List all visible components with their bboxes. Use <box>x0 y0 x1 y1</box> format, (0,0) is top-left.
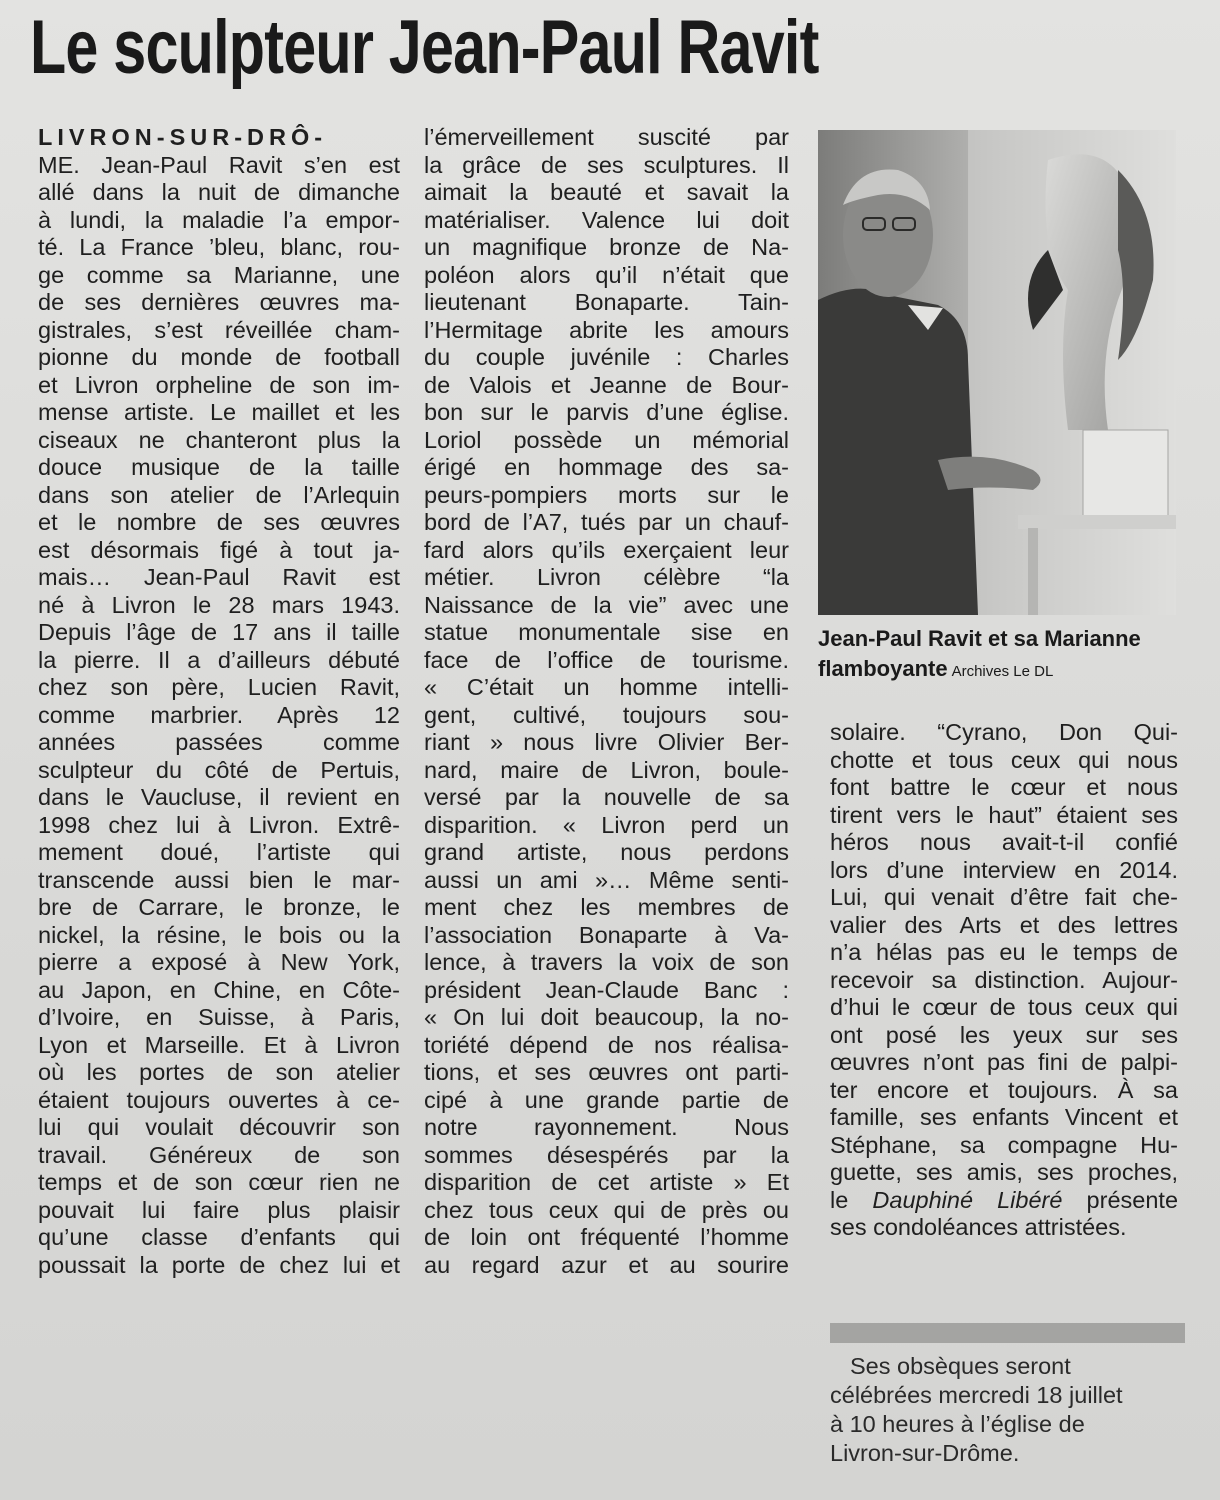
col1-line: pierre a exposé à New York, <box>38 949 400 975</box>
col2-line: « C’était un homme intelli- <box>424 674 789 700</box>
col2-line: du couple juvénile : Charles <box>424 344 789 370</box>
col2-line: poléon alors qu’il n’était que <box>424 261 789 288</box>
col1-line: transcende aussi bien le mar- <box>38 866 400 893</box>
col1-line: ME. Jean-Paul Ravit s’en est <box>38 151 400 178</box>
col1-line: qu’une classe d’enfants qui <box>38 1224 400 1250</box>
col1-line: douce musique de la taille <box>38 454 400 480</box>
notice-line: à 10 heures à l’église de <box>830 1411 1085 1437</box>
col2-line: la grâce de ses sculptures. Il <box>424 151 789 178</box>
col3-line: Lui, qui venait d’être fait che- <box>830 884 1178 910</box>
col1-line: té. La France ’bleu, blanc, rou- <box>38 234 400 260</box>
col1-line: et le nombre de ses œuvres <box>38 509 400 535</box>
tail-after: présente <box>1062 1186 1179 1213</box>
col2-line: de loin ont fréquenté l’homme <box>424 1224 789 1250</box>
col1-line: à lundi, la maladie l’a empor- <box>38 206 400 233</box>
col2-line: disparition de cet artiste » Et <box>424 1169 789 1195</box>
dateline: LIVRON-SUR-DRÔ- <box>38 124 328 150</box>
col2-line: lence, à travers la voix de son <box>424 949 789 975</box>
col2-line: aussi un ami »… Même senti- <box>424 866 789 893</box>
col3-line: guette, ses amis, ses proches, <box>830 1159 1178 1185</box>
col3-line: chotte et tous ceux qui nous <box>830 746 1178 773</box>
col1-line: dans son atelier de l’Arlequin <box>38 481 400 508</box>
col2-line: bord de l’A7, tués par un chauf- <box>424 509 789 535</box>
col1-line: ciseaux ne chanteront plus la <box>38 426 400 453</box>
column-3-newspaper-line <box>830 1187 1178 1215</box>
col1-line: pouvait lui faire plus plaisir <box>38 1196 400 1223</box>
notice-lines <box>830 1352 1175 1468</box>
caption-line-2: flamboyante <box>818 656 948 681</box>
col2-line: lieutenant Bonaparte. Tain- <box>424 289 789 315</box>
col3-line: héros nous avait-t-il confié <box>830 829 1178 855</box>
col1-line: la pierre. Il a d’ailleurs débuté <box>38 646 400 673</box>
col2-line: versé par la nouvelle de sa <box>424 784 789 810</box>
col2-line: chez tous ceux qui de près ou <box>424 1196 789 1223</box>
photo-caption <box>818 624 1188 687</box>
col3-line: ter encore et toujours. À sa <box>830 1076 1178 1103</box>
col1-line: d’Ivoire, en Suisse, à Paris, <box>38 1004 400 1030</box>
col2-line: disparition. « Livron perd un <box>424 811 789 838</box>
article-column-1 <box>38 124 400 1279</box>
col1-line: travail. Généreux de son <box>38 1141 400 1168</box>
col2-line: bon sur le parvis d’une église. <box>424 399 789 425</box>
article-column-2 <box>424 124 789 1279</box>
col2-line: grand artiste, nous perdons <box>424 839 789 865</box>
col2-line: au regard azur et au sourire <box>424 1251 789 1278</box>
col3-line: tirent vers le haut” étaient ses <box>830 801 1178 828</box>
col1-line: années passées comme <box>38 729 400 755</box>
col1-line: né à Livron le 28 mars 1943. <box>38 591 400 618</box>
col2-line: toriété dépend de nos réalisa- <box>424 1031 789 1058</box>
photo-credit: Archives Le DL <box>951 663 1054 680</box>
col3-line: recevoir sa distinction. Aujour- <box>830 966 1178 993</box>
newspaper-name: Dauphiné Libéré <box>872 1186 1063 1213</box>
col2-line: métier. Livron célèbre “la <box>424 564 789 590</box>
col1-line: étaient toujours ouvertes à ce- <box>38 1086 400 1113</box>
column-3-lines <box>830 719 1178 1187</box>
col2-line: riant » nous livre Olivier Ber- <box>424 729 789 755</box>
col1-line: au Japon, en Chine, en Côte- <box>38 976 400 1003</box>
col1-line: Lyon et Marseille. Et à Livron <box>38 1031 400 1058</box>
caption-line-1: Jean-Paul Ravit et sa Marianne <box>818 626 1141 651</box>
col2-line: nard, maire de Livron, boule- <box>424 756 789 783</box>
col2-line: sommes désespérés par la <box>424 1141 789 1168</box>
col2-line: de Valois et Jeanne de Bour- <box>424 371 789 398</box>
col2-line: érigé en hommage des sa- <box>424 454 789 480</box>
col1-line: gistrales, s’est réveillée cham- <box>38 316 400 343</box>
column-1-lines <box>38 152 400 1280</box>
col2-line: Loriol possède un mémorial <box>424 426 789 453</box>
col3-line: valier des Arts et des lettres <box>830 911 1178 938</box>
col3-line: Stéphane, sa compagne Hu- <box>830 1131 1178 1158</box>
col2-line: peurs-pompiers morts sur le <box>424 481 789 508</box>
col2-line: cipé à une grande partie de <box>424 1086 789 1113</box>
column-2-lines <box>424 124 789 1279</box>
col2-line: l’association Bonaparte à Va- <box>424 921 789 948</box>
col2-line: tions, et ses œuvres ont parti- <box>424 1059 789 1085</box>
col1-line: lui qui voulait découvrir son <box>38 1114 400 1140</box>
col3-line: font battre le cœur et nous <box>830 774 1178 800</box>
col1-line: temps et de son cœur rien ne <box>38 1169 400 1195</box>
col1-line: mement doué, l’artiste qui <box>38 839 400 865</box>
col2-line: Naissance de la vie” avec une <box>424 591 789 618</box>
col3-line: famille, ses enfants Vincent et <box>830 1104 1178 1130</box>
col1-line: Depuis l’âge de 17 ans il taille <box>38 619 400 645</box>
col3-line: œuvres n’ont pas fini de palpi- <box>830 1049 1178 1075</box>
col2-line: l’Hermitage abrite les amours <box>424 316 789 343</box>
col1-line: chez son père, Lucien Ravit, <box>38 674 400 700</box>
col2-line: face de l’office de tourisme. <box>424 646 789 673</box>
photo-sculptor-with-marianne <box>818 130 1176 615</box>
funeral-notice <box>830 1352 1175 1468</box>
col3-line: solaire. “Cyrano, Don Qui- <box>830 719 1178 745</box>
col1-line: 1998 chez lui à Livron. Extrê- <box>38 811 400 838</box>
col3-line: n’a hélas pas eu le temps de <box>830 939 1178 965</box>
col3-line: lors d’une interview en 2014. <box>830 856 1178 883</box>
col1-line: poussait la porte de chez lui et <box>38 1251 400 1278</box>
col2-line: gent, cultivé, toujours sou- <box>424 701 789 728</box>
col2-line: l’émerveillement suscité par <box>424 124 789 150</box>
headline: Le sculpteur Jean-Paul Ravit <box>30 5 819 90</box>
col2-line: ment chez les membres de <box>424 894 789 920</box>
notice-line: Livron-sur-Drôme. <box>830 1440 1020 1466</box>
col2-line: matérialiser. Valence lui doit <box>424 206 789 233</box>
notice-line: Ses obsèques seront <box>850 1353 1071 1379</box>
col1-line: mais… Jean-Paul Ravit est <box>38 564 400 590</box>
col1-line: où les portes de son atelier <box>38 1059 400 1085</box>
col1-line: nickel, la résine, le bois ou la <box>38 921 400 948</box>
col1-line: ge comme sa Marianne, une <box>38 261 400 288</box>
col1-line: allé dans la nuit de dimanche <box>38 179 400 205</box>
col1-line: est désormais figé à tout ja- <box>38 536 400 563</box>
col1-line: sculpteur du côté de Pertuis, <box>38 756 400 783</box>
col1-line: bre de Carrare, le bronze, le <box>38 894 400 920</box>
col1-line: de ses dernières œuvres ma- <box>38 289 400 315</box>
col3-line: d’hui le cœur de tous ceux qui <box>830 994 1178 1020</box>
col2-line: fard alors qu’ils exerçaient leur <box>424 536 789 563</box>
col2-line: statue monumentale sise en <box>424 619 789 645</box>
col2-line: aimait la beauté et savait la <box>424 179 789 205</box>
photo-image <box>818 130 1176 615</box>
separator-bar <box>830 1323 1185 1343</box>
col1-line: et Livron orpheline de son im- <box>38 371 400 398</box>
notice-line: célébrées mercredi 18 juillet <box>830 1382 1123 1408</box>
column-3-last-line: ses condoléances attristées. <box>830 1214 1127 1240</box>
col2-line: « On lui doit beaucoup, la no- <box>424 1004 789 1030</box>
col3-line: ont posé les yeux sur ses <box>830 1021 1178 1048</box>
col1-line: comme marbrier. Après 12 <box>38 701 400 728</box>
col2-line: président Jean-Claude Banc : <box>424 976 789 1003</box>
col2-line: notre rayonnement. Nous <box>424 1114 789 1140</box>
article-column-3 <box>830 719 1178 1242</box>
col1-line: pionne du monde de football <box>38 344 400 370</box>
col1-line: dans le Vaucluse, il revient en <box>38 784 400 810</box>
col1-line: mense artiste. Le maillet et les <box>38 399 400 425</box>
tail-before: le <box>830 1186 873 1213</box>
col2-line: un magnifique bronze de Na- <box>424 234 789 260</box>
